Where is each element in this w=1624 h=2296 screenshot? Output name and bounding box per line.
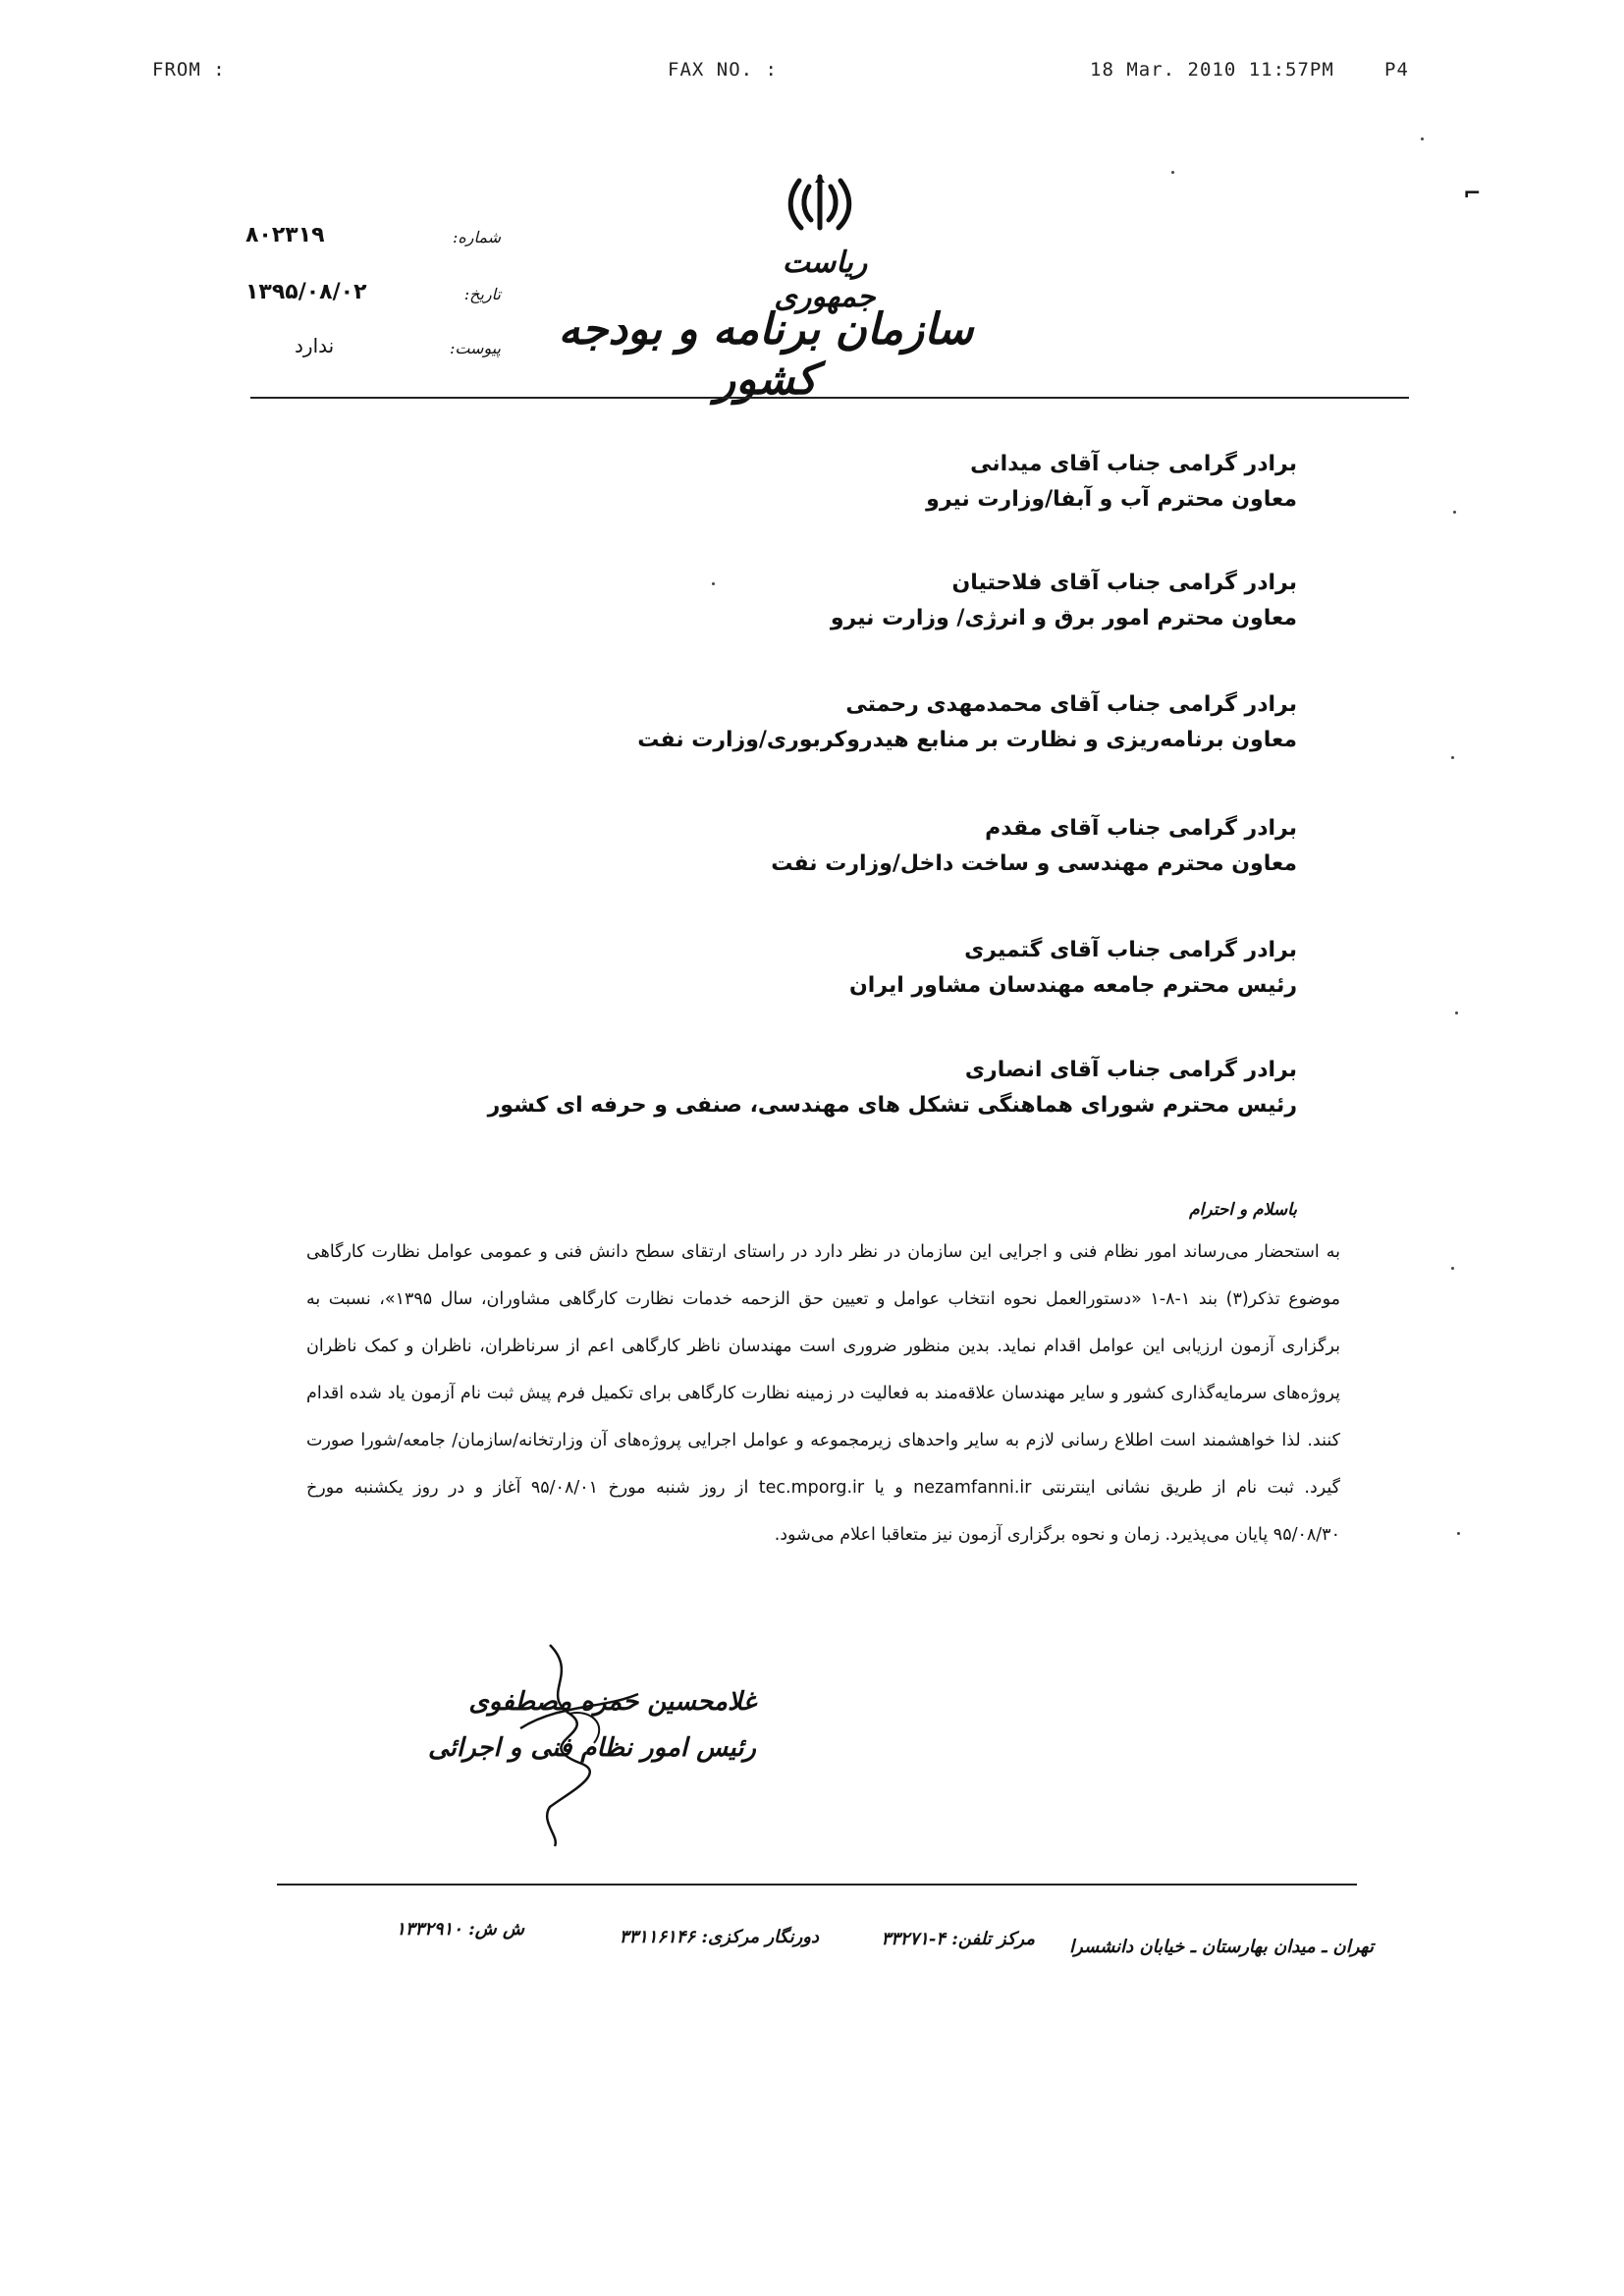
body-line: ۹۵/۰۸/۳۰ پایان می‌پذیرد. زمان و نحوه برگزاری آزمون نیز متعاقبا اعلام می‌شود.	[774, 1525, 1340, 1545]
fax-from-label: FROM :	[152, 59, 226, 81]
letterhead-presidency: ریاست جمهوری	[774, 246, 876, 314]
body-line: به استحضار می‌رساند امور نظام فنی و اجرایی این سازمان در نظر دارد در راستای ارتقای سطح دانش فنی و عمومی عوامل نظارت کارگاهی	[306, 1242, 1340, 1262]
recipient-title: معاون محترم امور برق و انرژی/ وزارت نیرو	[830, 606, 1297, 630]
recipient-title: رئیس محترم شورای هماهنگی تشکل های مهندسی، صنفی و حرفه ای کشور	[487, 1093, 1297, 1118]
body-line: پروژه‌های سرمایه‌گذاری کشور و سایر مهندسان علاقه‌مند به فعالیت در زمینه نظارت کارگاهی برای تکمیل فرم پیش ثبت نام آزمون یاد شده اقدام	[306, 1384, 1340, 1403]
footer-phone: مرکز تلفن: ۴-۳۳۲۷۱	[881, 1929, 1035, 1949]
scan-speck	[1457, 1532, 1460, 1535]
letter-attachment-label: پیوست:	[449, 339, 501, 357]
scan-speck	[1455, 1011, 1458, 1014]
signatory-position: رئیس امور نظام فنی و اجرائی	[427, 1733, 756, 1763]
salutation: باسلام و احترام	[1189, 1200, 1297, 1220]
scan-speck	[1171, 171, 1174, 174]
recipient-block	[413, 566, 1297, 636]
recipient-name: برادر گرامی جناب آقای میدانی	[970, 452, 1297, 476]
recipient-title: رئیس محترم جامعه مهندسان مشاور ایران	[849, 973, 1297, 998]
body-line: برگزاری آزمون ارزیابی این عوامل اقدام نماید. بدین منظور ضروری است مهندسان ناظر کارگاهی اعم از سرناظران، ناظران و کمک ناظران	[306, 1337, 1340, 1356]
footer-code: ش ش: ۱۳۳۲۹۱۰	[396, 1919, 524, 1940]
body-line: گیرد. ثبت نام از طریق نشانی اینترنتی nezamfanni.ir و یا tec.mporg.ir از روز شنبه مورخ ۹۵/۰۸/۰۱ آغاز و در روز یکشنبه مورخ	[306, 1478, 1340, 1498]
letter-date-value: ۱۳۹۵/۰۸/۰۲	[245, 280, 367, 304]
recipient-name: برادر گرامی جناب آقای فلاحتیان	[951, 571, 1297, 595]
recipient-title: معاون محترم آب و آبفا/وزارت نیرو	[926, 487, 1297, 512]
recipient-name: برادر گرامی جناب آقای مقدم	[985, 816, 1297, 841]
scan-speck	[1451, 756, 1454, 759]
recipient-block	[413, 811, 1297, 882]
recipient-name: برادر گرامی جناب آقای محمدمهدی رحمتی	[845, 692, 1297, 717]
scan-speck	[1451, 1267, 1454, 1270]
recipient-title: معاون برنامه‌ریزی و نظارت بر منابع هیدروکربوری/وزارت نفت	[637, 728, 1297, 752]
signatory-name: غلامحسین حمزه مصطفوی	[468, 1687, 756, 1717]
recipient-block	[413, 1053, 1297, 1123]
fax-page-number: P4	[1384, 59, 1409, 81]
scan-speck	[712, 582, 715, 585]
scan-mark: ⌐	[1463, 182, 1482, 206]
letter-attachment-value: ندارد	[295, 334, 335, 357]
recipient-block	[413, 447, 1297, 518]
body-line: موضوع تذکر(۳) بند ۱-۸-۱ «دستورالعمل نحوه انتخاب عوامل و تعیین حق الزحمه خدمات نظارت کارگاهی مشاوران، سال ۱۳۹۵»، نسبت به	[306, 1289, 1340, 1309]
recipient-block	[413, 933, 1297, 1004]
scan-speck	[1421, 137, 1424, 140]
fax-datetime: 18 Mar. 2010 11:57PM	[1090, 59, 1334, 81]
letter-date-label: تاریخ:	[463, 285, 501, 303]
letterhead-organization: سازمان برنامه و بودجه کشور	[558, 304, 974, 405]
header-divider	[250, 397, 1409, 399]
footer-divider	[277, 1884, 1357, 1886]
recipient-title: معاون محترم مهندسی و ساخت داخل/وزارت نفت	[771, 851, 1297, 876]
footer-address: تهران ـ میدان بهارستان ـ خیابان دانشسرا	[1069, 1937, 1374, 1957]
footer-fax: دورنگار مرکزی: ۳۳۱۱۶۱۴۶	[619, 1927, 819, 1947]
recipient-block	[413, 687, 1297, 758]
recipient-name: برادر گرامی جناب آقای انصاری	[964, 1058, 1297, 1082]
scan-speck	[1453, 511, 1456, 514]
recipient-name: برادر گرامی جناب آقای گتمیری	[964, 938, 1297, 962]
body-line: کنند. لذا خواهشمند است اطلاع رسانی لازم به سایر واحدهای زیرمجموعه و عوامل اجرایی پروژه‌های آن وزارتخانه/سازمان/ جامعه/شورا صورت	[306, 1431, 1340, 1450]
iran-emblem-icon	[785, 169, 854, 238]
fax-number-label: FAX NO. :	[668, 59, 778, 81]
letter-number-value: ۸۰۲۳۱۹	[245, 223, 325, 247]
handwritten-signature	[511, 1635, 648, 1851]
letter-number-label: شماره:	[452, 228, 501, 246]
letter-body	[306, 1239, 1340, 1548]
